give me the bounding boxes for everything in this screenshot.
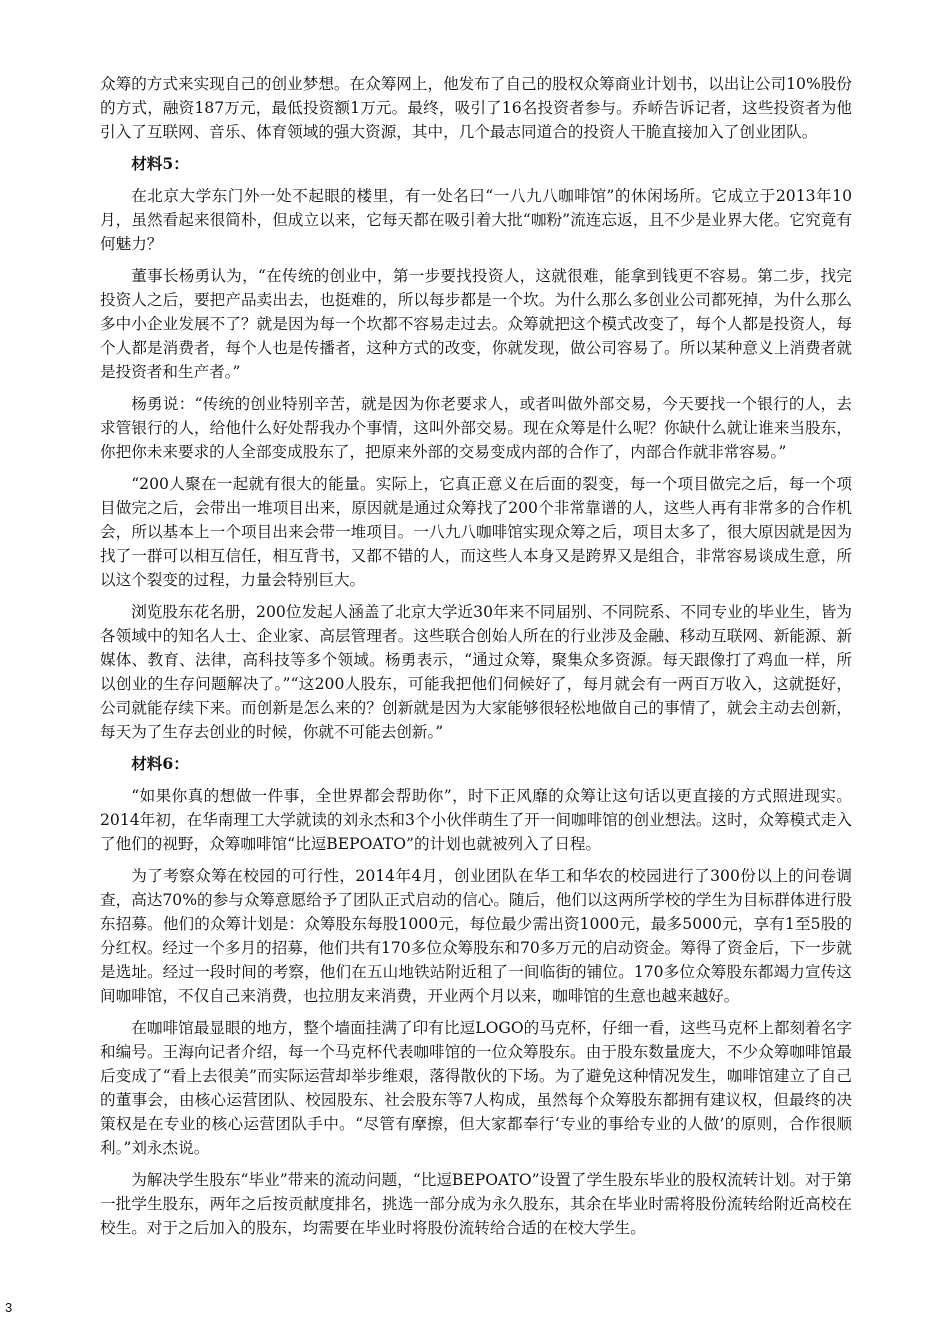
page-number: 3 bbox=[5, 1300, 13, 1315]
document-body bbox=[100, 72, 852, 1248]
section-5-heading: 材料5： bbox=[131, 154, 189, 173]
section-5-paragraph-2: 董事长杨勇认为，“在传统的创业中，第一步要找投资人，这就很难，能拿到钱更不容易。第二步，找完投资人之后，要把产品卖出去，也挺难的，所以每步都是一个坎。为什么那么多创业公司都死掉，为什么那么多中小企业发展不了？就是因为每一个坎都不容易走过去。众筹就把这个模式改变了，每个人都是投资人，每个人都是消费者，每个人也是传播者，这种方式的改变，你就发现，做公司容易了。所以某种意义上消费者就是投资者和生产者。” bbox=[100, 267, 852, 381]
section-6-paragraph-1: “如果你真的想做一件事，全世界都会帮助你”，时下正风靡的众筹让这句话以更直接的方式照进现实。2014年初，在华南理工大学就读的刘永杰和3个小伙伴萌生了开一间咖啡馆的创业想法。这时，众筹模式走入了他们的视野，众筹咖啡馆“比逗BEPOATO”的计划也就被列入了日程。 bbox=[100, 787, 852, 853]
section-6-heading: 材料6： bbox=[131, 754, 189, 773]
paragraph-continued: 众筹的方式来实现自己的创业梦想。在众筹网上，他发布了自己的股权众筹商业计划书，以出让公司10%股份的方式，融资187万元，最低投资额1万元。最终，吸引了16名投资者参与。乔峤告诉记者，这些投资者为他引入了互联网、音乐、体育领域的强大资源，其中，几个最志同道合的投资人干脆直接加入了创业团队。 bbox=[100, 75, 852, 141]
section-6-paragraph-3: 在咖啡馆最显眼的地方，整个墙面挂满了印有比逗LOGO的马克杯，仔细一看，这些马克杯上都刻着名字和编号。王海向记者介绍，每一个马克杯代表咖啡馆的一位众筹股东。由于股东数量庞大，不少众筹咖啡馆最后变成了“看上去很美”而实际运营却举步维艰，落得散伙的下场。为了避免这种情况发生，咖啡馆建立了自己的董事会，由核心运营团队、校园股东、社会股东等7人构成，虽然每个众筹股东都拥有建议权，但最终的决策权是在专业的核心运营团队手中。“尽管有摩擦，但大家都奉行‘专业的事给专业的人做’的原则，合作很顺利。”刘永杰说。 bbox=[100, 1019, 852, 1157]
section-5-paragraph-5: 浏览股东花名册，200位发起人涵盖了北京大学近30年来不同届别、不同院系、不同专业的毕业生，皆为各领域中的知名人士、企业家、高层管理者。这些联合创始人所在的行业涉及金融、移动互联网、新能源、新媒体、教育、法律，高科技等多个领域。杨勇表示，“通过众筹，聚集众多资源。每天跟像打了鸡血一样，所以创业的生存问题解决了。”“这200人股东，可能我把他们伺候好了，每月就会有一两百万收入，这就挺好，公司就能存续下来。而创新是怎么来的？创新就是因为大家能够很轻松地做自己的事情了，就会主动去创新，每天为了生存去创业的时候，你就不可能去创新。” bbox=[100, 603, 852, 741]
section-5-paragraph-3: 杨勇说：“传统的创业特别辛苦，就是因为你老要求人，或者叫做外部交易，今天要找一个银行的人，去求管银行的人，给他什么好处帮我办个事情，这叫外部交易。现在众筹是什么呢？你缺什么就让谁来当股东，你把你未来要求的人全部变成股东了，把原来外部的交易变成内部的合作了，内部合作就非常容易。” bbox=[100, 395, 852, 461]
section-6-paragraph-2: 为了考察众筹在校园的可行性，2014年4月，创业团队在华工和华农的校园进行了300份以上的问卷调查，高达70%的参与众筹意愿给予了团队正式启动的信心。随后，他们以这两所学校的学生为目标群体进行股东招募。他们的众筹计划是：众筹股东每股1000元，每位最少需出资1000元，最多5000元，享有1至5股的分红权。经过一个多月的招募，他们共有170多位众筹股东和70多万元的启动资金。筹得了资金后，下一步就是选址。经过一段时间的考察，他们在五山地铁站附近租了一间临街的铺位。170多位众筹股东都竭力宣传这间咖啡馆，不仅自己来消费，也拉朋友来消费，开业两个月以来，咖啡馆的生意也越来越好。 bbox=[100, 867, 852, 1005]
section-6-paragraph-4: 为解决学生股东“毕业”带来的流动问题，“比逗BEPOATO”设置了学生股东毕业的股权流转计划。对于第一批学生股东，两年之后按贡献度排名，挑选一部分成为永久股东，其余在毕业时需将股份流转给附近高校在校生。对于之后加入的股东，均需要在毕业时将股份流转给合适的在校大学生。 bbox=[100, 1171, 852, 1237]
section-5-paragraph-1: 在北京大学东门外一处不起眼的楼里，有一处名曰“一八九八咖啡馆”的休闲场所。它成立于2013年10月，虽然看起来很简朴，但成立以来，它每天都在吸引着大批“咖粉”流连忘返，且不少是业界大佬。它究竟有何魅力？ bbox=[100, 187, 852, 253]
section-5-paragraph-4: “200人聚在一起就有很大的能量。实际上，它真正意义在后面的裂变，每一个项目做完之后，每一个项目做完之后，会带出一堆项目出来，原因就是通过众筹找了200个非常靠谱的人，这些人再有非常多的合作机会，所以基本上一个项目出来会带一堆项目。一八九八咖啡馆实现众筹之后，项目太多了，很大原因就是因为找了一群可以相互信任，相互背书，又都不错的人，而这些人本身又是跨界又是组合，非常容易谈成生意，所以这个裂变的过程，力量会特别巨大。 bbox=[100, 475, 852, 589]
